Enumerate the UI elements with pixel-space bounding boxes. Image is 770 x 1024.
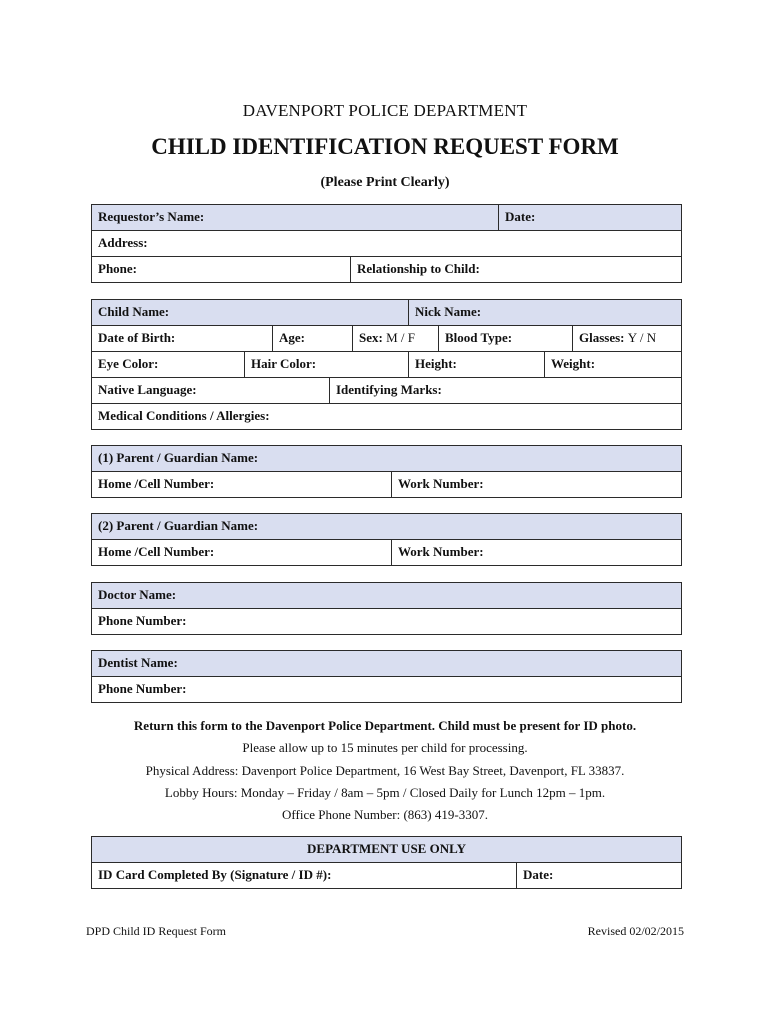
parent2-work-field[interactable] [392, 540, 681, 565]
glasses-field[interactable] [573, 326, 681, 351]
department-date-label: Date: [523, 867, 554, 882]
nick-name-label: Nick Name: [415, 304, 482, 319]
requestor-date-label: Date: [505, 209, 536, 224]
dentist-row-2 [92, 677, 681, 703]
dob-field[interactable] [92, 326, 273, 351]
relationship-field[interactable] [351, 257, 681, 282]
native-language-label: Native Language: [98, 382, 197, 397]
requestor-date-field[interactable] [499, 205, 681, 230]
parent1-name-label: (1) Parent / Guardian Name: [98, 450, 259, 465]
doctor-row-1 [92, 583, 681, 609]
requestor-row-2 [92, 231, 681, 257]
child-section [91, 299, 682, 430]
parent2-name-label: (2) Parent / Guardian Name: [98, 518, 259, 533]
physical-address: Physical Address: Davenport Police Department, 16 West Bay Street, Davenport, FL 33837. [145, 763, 625, 778]
identifying-marks-label: Identifying Marks: [336, 382, 442, 397]
parent1-home-label: Home /Cell Number: [98, 476, 215, 491]
requestor-name-field[interactable] [92, 205, 499, 230]
doctor-row-2 [92, 609, 681, 635]
child-row-3 [92, 352, 681, 378]
weight-field[interactable] [545, 352, 681, 377]
dob-label: Date of Birth: [98, 330, 176, 345]
parent2-name-field[interactable] [92, 514, 681, 539]
footer-form-name: DPD Child ID Request Form [86, 924, 227, 938]
doctor-phone-field[interactable] [92, 609, 681, 634]
weight-label: Weight: [551, 356, 596, 371]
glasses-label: Glasses: [579, 330, 625, 345]
child-row-5 [92, 404, 681, 430]
parent2-work-label: Work Number: [398, 544, 484, 559]
sex-field[interactable] [353, 326, 439, 351]
parent2-home-field[interactable] [92, 540, 392, 565]
native-language-field[interactable] [92, 378, 330, 403]
address-label: Address: [98, 235, 148, 250]
hair-color-label: Hair Color: [251, 356, 317, 371]
sex-label: Sex: [359, 330, 383, 345]
lobby-hours: Lobby Hours: Monday – Friday / 8am – 5pm / Closed Daily for Lunch 12pm – 1pm. [164, 785, 606, 800]
blood-type-label: Blood Type: [445, 330, 513, 345]
doctor-section [91, 582, 682, 635]
glasses-options[interactable]: Y / N [627, 330, 657, 345]
nick-name-field[interactable] [409, 300, 681, 325]
completed-by-label: ID Card Completed By (Signature / ID #): [98, 867, 332, 882]
parent2-row-2 [92, 540, 681, 566]
hair-color-field[interactable] [245, 352, 409, 377]
form-subtitle: (Please Print Clearly) [320, 175, 450, 190]
child-row-1 [92, 300, 681, 326]
form-title: CHILD IDENTIFICATION REQUEST FORM [151, 134, 619, 159]
medical-conditions-label: Medical Conditions / Allergies: [98, 408, 270, 423]
dentist-row-1 [92, 651, 681, 677]
child-row-2 [92, 326, 681, 352]
parent1-home-field[interactable] [92, 472, 392, 497]
dentist-name-label: Dentist Name: [98, 655, 178, 670]
dentist-name-field[interactable] [92, 651, 681, 676]
department-use-heading: DEPARTMENT USE ONLY [307, 841, 466, 856]
parent1-row-1 [92, 446, 681, 472]
relationship-label: Relationship to Child: [357, 261, 480, 276]
footer-revision: Revised 02/02/2015 [587, 924, 684, 938]
requestor-phone-field[interactable] [92, 257, 351, 282]
office-phone: Office Phone Number: (863) 419-3307. [282, 807, 488, 822]
requestor-name-label: Requestor’s Name: [98, 209, 205, 224]
requestor-phone-label: Phone: [98, 261, 137, 276]
dentist-phone-label: Phone Number: [98, 681, 187, 696]
height-label: Height: [415, 356, 457, 371]
height-field[interactable] [409, 352, 545, 377]
department-use-section [91, 836, 682, 889]
department-use-header-row [92, 837, 681, 863]
child-row-4 [92, 378, 681, 404]
address-field[interactable] [92, 231, 681, 256]
processing-note: Please allow up to 15 minutes per child for processing. [242, 740, 528, 755]
parent2-section [91, 513, 682, 566]
age-label: Age: [279, 330, 305, 345]
parent1-work-field[interactable] [392, 472, 681, 497]
completed-by-field[interactable] [92, 863, 517, 888]
department-date-field[interactable] [517, 863, 681, 888]
department-name: DAVENPORT POLICE DEPARTMENT [242, 101, 528, 120]
requestor-section [91, 204, 682, 283]
requestor-row-1 [92, 205, 681, 231]
doctor-phone-label: Phone Number: [98, 613, 187, 628]
dentist-section [91, 650, 682, 703]
parent2-home-label: Home /Cell Number: [98, 544, 215, 559]
sex-options[interactable]: M / F [386, 330, 415, 345]
parent1-work-label: Work Number: [398, 476, 484, 491]
child-name-field[interactable] [92, 300, 409, 325]
parent1-row-2 [92, 472, 681, 498]
return-instructions: Return this form to the Davenport Police Department. Child must be present for ID photo. [133, 718, 637, 733]
requestor-row-3 [92, 257, 681, 283]
child-name-label: Child Name: [98, 304, 170, 319]
department-use-row [92, 863, 681, 889]
eye-color-field[interactable] [92, 352, 245, 377]
parent2-row-1 [92, 514, 681, 540]
doctor-name-field[interactable] [92, 583, 681, 608]
identifying-marks-field[interactable] [330, 378, 681, 403]
blood-type-field[interactable] [439, 326, 573, 351]
eye-color-label: Eye Color: [98, 356, 159, 371]
parent1-name-field[interactable] [92, 446, 681, 471]
dentist-phone-field[interactable] [92, 677, 681, 702]
doctor-name-label: Doctor Name: [98, 587, 177, 602]
medical-conditions-field[interactable] [92, 404, 681, 429]
age-field[interactable] [273, 326, 353, 351]
parent1-section [91, 445, 682, 498]
